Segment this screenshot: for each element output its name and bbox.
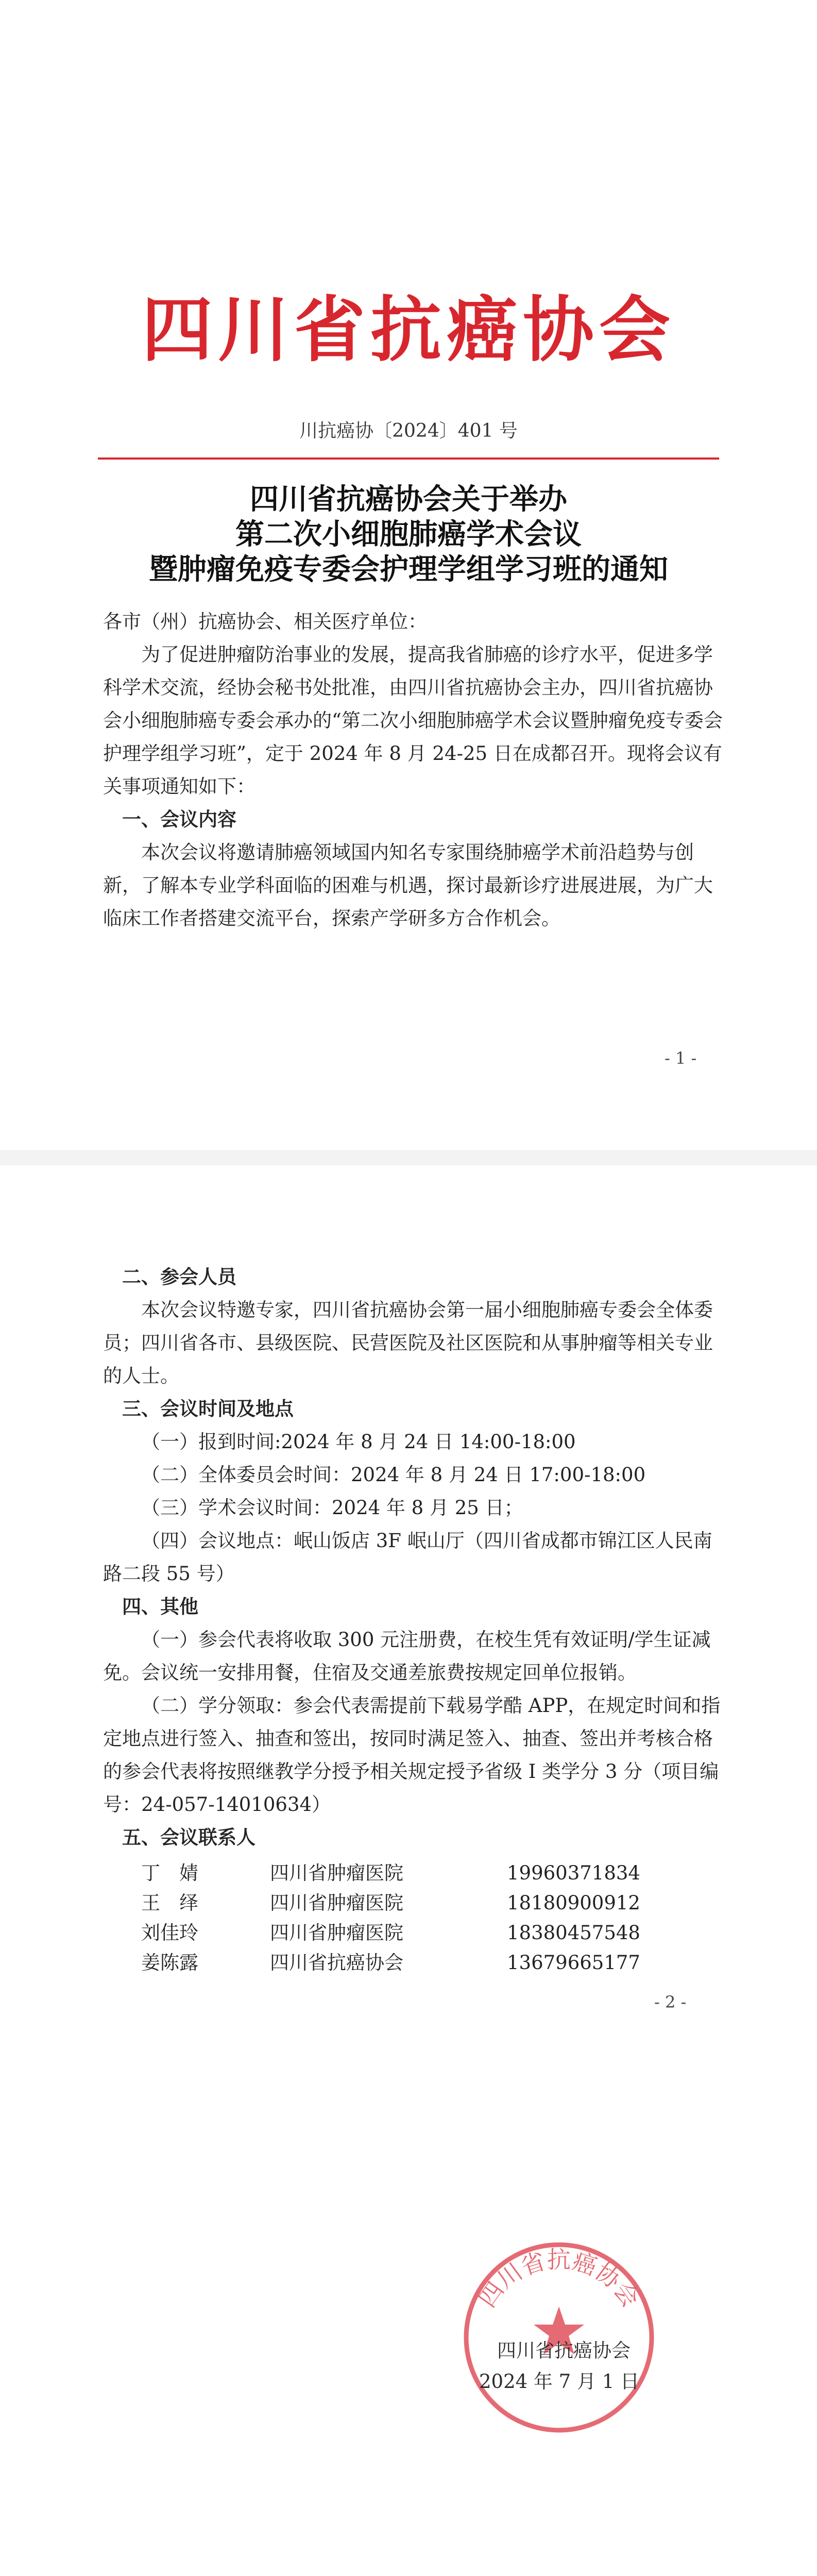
intro-paragraph: 为了促进肿瘤防治事业的发展，提高我省肺癌的诊疗水平，促进多学科学术交流，经协会秘书处批准，由四川省抗癌协会主办，四川省抗癌协会小细胞肺癌专委会承办的“第二次小细胞肺癌学术会议暨肿瘤免疫专委会护理学组学习班”，定于 2024 年 8 月 24-25 日在成都召开。现将会议有关事项通知如下： [103,643,723,798]
contact-row [103,1888,726,1918]
title-line-1: 四川省抗癌协会关于举办 [250,482,567,516]
salutation: 各市（州）抗癌协会、相关医疗单位： [103,611,427,633]
section3-heading: 三、会议时间及地点 [122,1398,294,1420]
contact-row [103,1948,726,1978]
official-seal-block [448,2222,670,2443]
contact-phone: 18380457548 [507,1922,640,1944]
contact-org: 四川省抗癌协会 [270,1952,403,1974]
contact-phone: 19960371834 [507,1862,640,1884]
contact-org: 四川省肿瘤医院 [270,1862,403,1884]
seal-stamp-icon [448,2222,670,2443]
title-line-3: 暨肿瘤免疫专委会护理学组学习班的通知 [149,552,668,586]
page-number-1: - 1 - [665,1048,697,1068]
contact-phone: 13679665177 [507,1952,640,1974]
contact-name: 丁 婧 [141,1862,198,1884]
section5-heading: 五、会议联系人 [122,1826,256,1849]
contact-name: 王 绎 [141,1892,198,1914]
document-number: 川抗癌协〔2024〕401 号 [299,420,518,442]
schedule-item-1: （一）报到时间:2024 年 8 月 24 日 14:00-18:00 [141,1431,576,1453]
title-line-2: 第二次小细胞肺癌学术会议 [235,517,582,551]
signature-date: 2024 年 7 月 1 日 [479,2370,640,2393]
schedule-item-2: （二）全体委员会时间：2024 年 8 月 24 日 17:00-18:00 [141,1464,646,1486]
section1-body: 本次会议将邀请肺癌领域国内知名专家围绕肺癌学术前沿趋势与创新，了解本专业学科面临的困难与机遇，探讨最新诊疗进展进展，为广大临床工作者搭建交流平台，探索产学研多方合作机会。 [103,841,713,929]
section1-heading: 一、会议内容 [122,808,236,831]
contact-row [103,1918,726,1948]
page-1 [0,0,817,1150]
contact-list [103,1858,726,1978]
contact-row [103,1858,726,1888]
contact-name: 刘佳玲 [141,1922,198,1944]
contact-org: 四川省肿瘤医院 [270,1892,403,1914]
svg-text:四川省抗癌协会: 四川省抗癌协会 [473,2245,645,2312]
org-header-title: 四川省抗癌协会 [141,289,675,371]
contact-phone: 18180900912 [507,1892,640,1914]
schedule-item-3: （三）学术会议时间：2024 年 8 月 25 日； [141,1497,523,1519]
notice-title [0,482,817,587]
section2-heading: 二、参会人员 [122,1266,236,1288]
section4-heading: 四、其他 [122,1596,198,1618]
contact-name: 姜陈露 [141,1952,198,1974]
page2-body [103,1261,726,1978]
red-divider [98,457,719,460]
schedule-item-4: （四）会议地点：岷山饭店 3F 岷山厅（四川省成都市锦江区人民南路二段 55 号） [103,1530,712,1585]
section2-body: 本次会议特邀专家，四川省抗癌协会第一届小细胞肺癌专委会全体委员；四川省各市、县级医院、民营医院及社区医院和从事肿瘤等相关专业的人士。 [103,1299,713,1387]
signature-org: 四川省抗癌协会 [497,2340,631,2362]
page1-body [103,605,726,935]
other-item-1: （一）参会代表将收取 300 元注册费，在校生凭有效证明/学生证减免。会议统一安排用餐，住宿及交通差旅费按规定回单位报销。 [103,1629,711,1684]
contact-org: 四川省肿瘤医院 [270,1922,403,1944]
other-item-2: （二）学分领取：参会代表需提前下载易学酷 APP，在规定时间和指定地点进行签入、抽查和签出，按同时满足签入、抽查、签出并考核合格的参会代表将按照继教学分授予相关规定授予省级 I 类学分 3 分（项目编号：24-057-14010634） [103,1694,721,1816]
page-number-2: - 2 - [654,1992,687,2012]
page-2 [0,1165,817,2576]
